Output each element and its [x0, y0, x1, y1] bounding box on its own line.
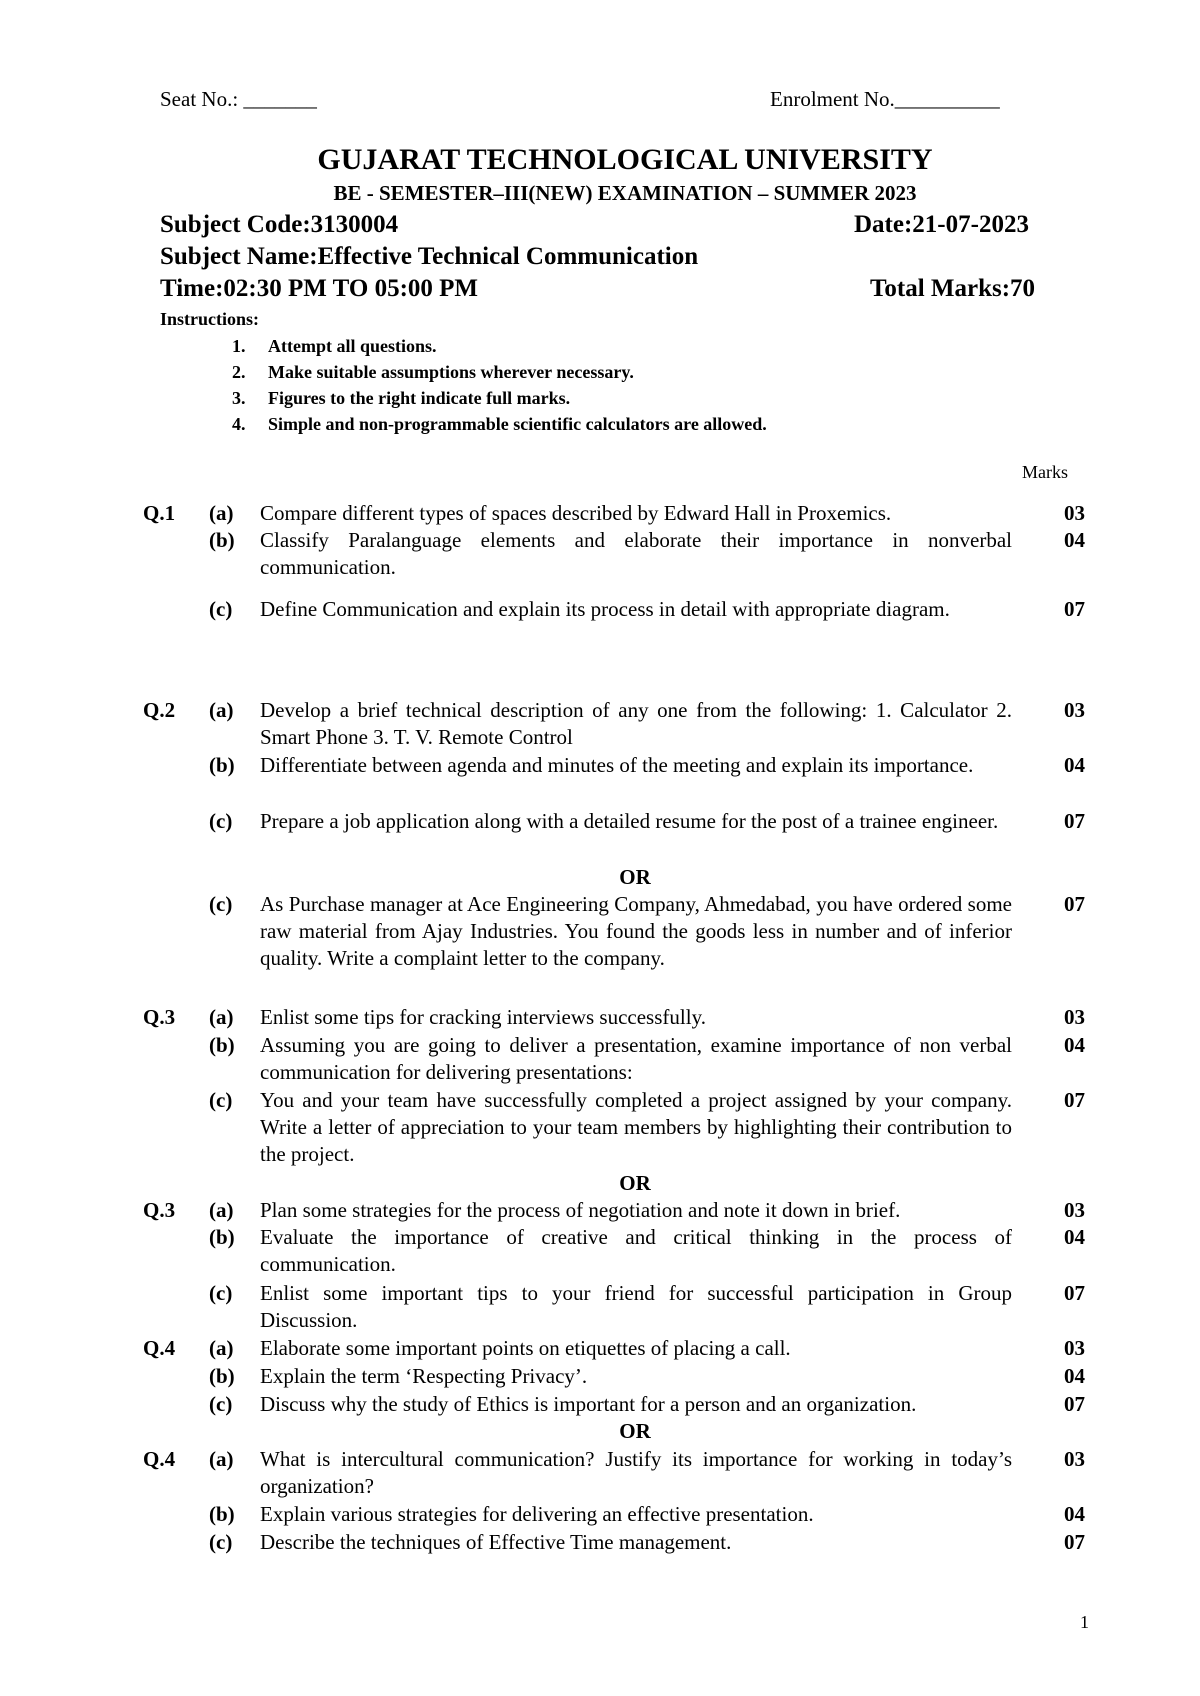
question-marks: 03	[1064, 1198, 1085, 1222]
question-part: (a)	[209, 1336, 234, 1360]
total-marks: Total Marks:70	[870, 275, 1036, 302]
question-marks: 07	[1064, 1281, 1085, 1305]
question-number: Q.4	[143, 1336, 176, 1360]
question-number: Q.3	[143, 1198, 176, 1222]
question-text: Classify Paralanguage elements and elaborate their importance in nonverbal communication.	[260, 528, 1012, 579]
question-part: (a)	[209, 501, 234, 525]
question-part: (c)	[209, 892, 233, 916]
question-marks: 04	[1064, 1033, 1085, 1057]
instruction-text: Figures to the right indicate full marks.	[268, 388, 571, 408]
question-text: As Purchase manager at Ace Engineering Company, Ahmedabad, you have ordered some raw material from Ajay Industries. You found the goods less in number and of inferior quality. Write a complaint letter to the company.	[260, 892, 1012, 970]
or-separator: OR	[619, 1171, 651, 1195]
subject-code: Subject Code:3130004	[160, 211, 399, 238]
question-marks: 07	[1064, 1392, 1085, 1416]
instruction-num: 1.	[232, 336, 246, 356]
instruction-num: 4.	[232, 414, 246, 434]
instruction-text: Attempt all questions.	[268, 336, 437, 356]
question-text: Describe the techniques of Effective Time management.	[260, 1530, 732, 1554]
subject-name: Subject Name:Effective Technical Communication	[160, 243, 699, 270]
question-part: (b)	[209, 1364, 235, 1388]
question-marks: 04	[1064, 1502, 1085, 1526]
question-part: (b)	[209, 1225, 235, 1249]
question-text: Explain various strategies for delivering an effective presentation.	[260, 1502, 814, 1526]
question-marks: 04	[1064, 1364, 1085, 1388]
question-text: Discuss why the study of Ethics is important for a person and an organization.	[260, 1392, 917, 1416]
question-part: (c)	[209, 1281, 233, 1305]
question-part: (c)	[209, 1392, 233, 1416]
or-separator: OR	[619, 865, 651, 889]
question-part: (b)	[209, 1033, 235, 1057]
question-marks: 03	[1064, 1005, 1085, 1029]
question-marks: 03	[1064, 501, 1085, 525]
or-separator: OR	[619, 1419, 651, 1443]
question-text: Assuming you are going to deliver a presentation, examine importance of non verbal communication for delivering presentations:	[260, 1033, 1012, 1084]
question-part: (a)	[209, 1198, 234, 1222]
question-marks: 04	[1064, 753, 1085, 777]
page-number: 1	[1080, 1612, 1089, 1632]
instruction-num: 2.	[232, 362, 246, 382]
question-marks: 03	[1064, 1447, 1085, 1471]
question-number: Q.3	[143, 1005, 176, 1029]
question-text: Differentiate between agenda and minutes of the meeting and explain its importance.	[260, 753, 974, 777]
question-text: Develop a brief technical description of any one from the following: 1. Calculator 2. Smart Phone 3. T. V. Remote Control	[260, 698, 1012, 749]
question-part: (c)	[209, 1088, 233, 1112]
question-part: (a)	[209, 1447, 234, 1471]
question-part: (c)	[209, 809, 233, 833]
instruction-text: Make suitable assumptions wherever necessary.	[268, 362, 634, 382]
seat-no: Seat No.: _______	[160, 87, 317, 111]
instruction-text: Simple and non-programmable scientific calculators are allowed.	[268, 414, 767, 434]
question-text: Elaborate some important points on etiquettes of placing a call.	[260, 1336, 791, 1360]
enrolment-no: Enrolment No.__________	[770, 87, 1000, 111]
question-marks: 04	[1064, 528, 1085, 552]
exam-title: BE - SEMESTER–III(NEW) EXAMINATION – SUMMER 2023	[333, 181, 917, 205]
question-number: Q.4	[143, 1447, 176, 1471]
question-part: (a)	[209, 698, 234, 722]
question-marks: 03	[1064, 1336, 1085, 1360]
question-marks: 07	[1064, 597, 1085, 621]
question-number: Q.1	[143, 501, 176, 525]
question-text: Enlist some tips for cracking interviews successfully.	[260, 1005, 706, 1029]
question-text: Plan some strategies for the process of negotiation and note it down in brief.	[260, 1198, 901, 1222]
university-title: GUJARAT TECHNOLOGICAL UNIVERSITY	[317, 143, 933, 176]
question-text: Enlist some important tips to your friend for successful participation in Group Discussion.	[260, 1281, 1012, 1332]
question-part: (c)	[209, 597, 233, 621]
question-text: Compare different types of spaces described by Edward Hall in Proxemics.	[260, 501, 892, 525]
question-text: You and your team have successfully completed a project assigned by your company. Write a letter of appreciation to your team members by highlighting their contribution to the project.	[260, 1088, 1012, 1166]
question-marks: 04	[1064, 1225, 1085, 1249]
exam-date: Date:21-07-2023	[854, 211, 1029, 238]
question-number: Q.2	[143, 698, 176, 722]
marks-heading: Marks	[1022, 462, 1068, 482]
question-part: (b)	[209, 753, 235, 777]
question-text: Evaluate the importance of creative and critical thinking in the process of communication.	[260, 1225, 1012, 1276]
question-part: (a)	[209, 1005, 234, 1029]
exam-time: Time:02:30 PM TO 05:00 PM	[160, 275, 479, 302]
question-part: (b)	[209, 528, 235, 552]
question-marks: 07	[1064, 809, 1085, 833]
question-text: Define Communication and explain its process in detail with appropriate diagram.	[260, 597, 950, 621]
question-marks: 03	[1064, 698, 1085, 722]
question-text: What is intercultural communication? Justify its importance for working in today’s organization?	[260, 1447, 1012, 1498]
instruction-num: 3.	[232, 388, 246, 408]
question-part: (c)	[209, 1530, 233, 1554]
question-text: Prepare a job application along with a detailed resume for the post of a trainee engineer.	[260, 809, 999, 833]
instructions-heading: Instructions:	[160, 309, 260, 329]
question-marks: 07	[1064, 1088, 1085, 1112]
question-marks: 07	[1064, 892, 1085, 916]
question-text: Explain the term ‘Respecting Privacy’.	[260, 1364, 588, 1388]
question-marks: 07	[1064, 1530, 1085, 1554]
question-part: (b)	[209, 1502, 235, 1526]
